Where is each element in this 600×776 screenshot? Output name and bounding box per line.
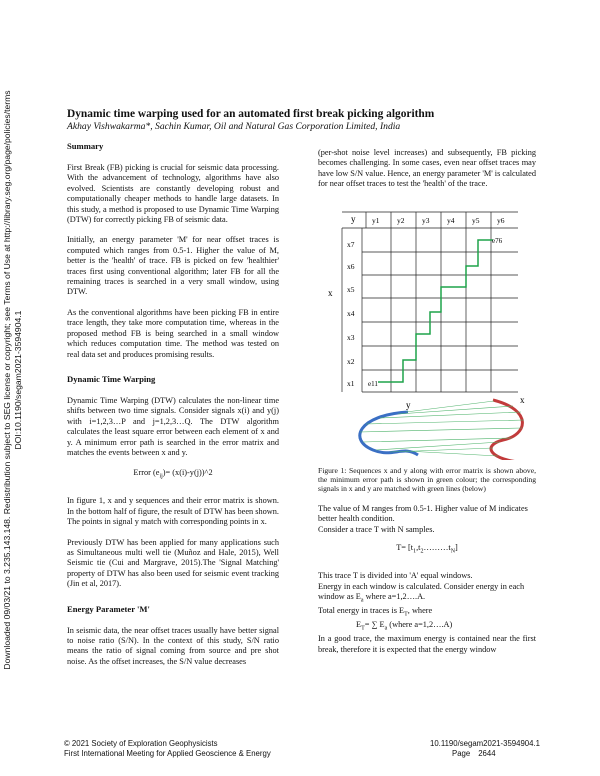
x-row-7: x7 <box>347 239 355 249</box>
paper-title: Dynamic time warping used for an automated first break picking algorithm <box>67 108 435 120</box>
footer-left <box>64 739 271 759</box>
m-range-text: The value of M ranges from 0.5-1. Higher value of M indicates better health condition. <box>318 503 528 524</box>
signal-x-curve <box>491 400 522 460</box>
summary-paragraph-1: First Break (FB) picking is crucial for seismic data processing. With the advancement of technology, algorithms have also evolved. Scientists are constantly developing robust and computationally cheaper methods to handle large datasets. In this study, a method is proposed to use Dynamic Time Warping (DTW) for correctly picking FB of seismic data. <box>67 163 279 225</box>
end-cell-label: e76 <box>492 236 503 245</box>
left-column <box>67 141 279 677</box>
meeting-line: First International Meeting for Applied Geoscience & Energy <box>64 749 271 758</box>
min-error-path <box>378 240 493 382</box>
summary-paragraph-2: Initially, an energy parameter 'M' for near offset traces is computed which ranges from 0.5-1. Higher the value of M, better is the 'health' of trace. FB is picked on few 'healthier' traces first using conventional algorithm; later FB for all the remaining traces is searched in a very small window, using DTW. <box>67 235 279 297</box>
continued-paragraph: (per-shot noise level increases) and subsequently, FB picking becomes challenging. In some cases, even near offset traces may have low S/N value. Hence, an energy parameter 'M' is calculated for near offset traces to test the 'health' of the trace. <box>318 148 537 189</box>
summary-paragraph-3: As the conventional algorithms have been picking FB in entire trace length, they take more computation time, whereas in the proposed method FB is being searched in a small window which reduces computation time. The method was tested on real data set and produces promising results. <box>67 307 279 359</box>
dtw-paragraph-1: Dynamic Time Warping (DTW) calculates the non-linear time shifts between two time signals. Consider signals x(i) and y(j) with i=1,2,3…P and j=1,2,3…Q. The DTW algorithm calculates the least square error between each element of x and y. A minimum error path is searched in the error matrix and matches the events between x and y. <box>67 395 279 457</box>
x-row-5: x5 <box>347 284 355 294</box>
download-note-line: Downloaded 09/03/21 to 3.235.143.148. Redistribution subject to SEG license or copyright; see Terms of Use at http://library.seg.org/page/policies/terms <box>2 90 12 670</box>
summary-heading: Summary <box>67 141 104 151</box>
dtw-figure <box>318 200 536 460</box>
x-row-4: x4 <box>347 308 355 318</box>
right-column <box>318 148 536 655</box>
page-number-line <box>430 749 540 759</box>
copyright-line: © 2021 Society of Exploration Geophysicists <box>64 739 218 748</box>
final-paragraph: In a good trace, the maximum energy is contained near the first break, therefore it is expected that the energy window <box>318 634 536 654</box>
figure-1-caption: Figure 1: Sequences x and y along with error matrix is shown above, the minimum error path is shown in green colour; the corresponding signals in x and y are matched with green lines (below) <box>318 465 536 494</box>
trace-intro-text: Consider a trace T with N samples. <box>318 524 435 534</box>
paper-header <box>67 107 557 133</box>
trace-equation: $T= [t_1,t_2\dots\dots\dots t_N]$ <box>396 543 458 555</box>
y-header-1: y1 <box>372 215 380 225</box>
start-cell-label: e11 <box>368 379 378 388</box>
y-header-5: y5 <box>472 215 480 225</box>
energy-heading: Energy Parameter 'M' <box>67 603 150 614</box>
footer-right <box>430 739 540 759</box>
energy-paragraph-1: In seismic data, the near offset traces usually have better signal to noise ratio (S/N). In the context of this study, S/N ratio means the ratio of signal coming from source and pre shot noise. As the offset increases, the S/N value decreases <box>67 625 279 666</box>
y-header-4: y4 <box>447 215 455 225</box>
y-header-group <box>366 212 505 228</box>
x-row-1: x1 <box>347 378 355 388</box>
signal-y-curve <box>360 412 418 455</box>
axis-x-label: x <box>328 287 333 298</box>
dtw-heading: Dynamic Time Warping <box>67 373 156 384</box>
dtw-paragraph-3: Previously DTW has been applied for many applications such as Simultaneous multi well tie (Muñoz and Hale, 2015), Well Seismic tie (Cui and Margrave, 2015).The 'Signal Matching' property of DTW has also been used for seismic event tracking (Jin et al, 2017). <box>67 537 279 589</box>
windows-text: This trace T is divided into 'A' equal windows. <box>318 571 473 581</box>
paper-authors: Akhay Vishwakarma*, Sachin Kumar, Oil and Natural Gas Corporation Limited, India <box>67 121 401 132</box>
figure-1 <box>318 200 536 460</box>
corner-y-label: y <box>351 213 356 224</box>
y-header-6: y6 <box>497 215 505 225</box>
x-row-headers <box>347 240 355 388</box>
y-header-2: y2 <box>397 215 405 225</box>
footer-doi: 10.1190/segam2021-3594904.1 <box>430 739 540 748</box>
curve-x-label: x <box>520 394 525 405</box>
y-header-3: y3 <box>422 215 430 225</box>
error-matrix-grid <box>362 228 518 392</box>
page-label: Page <box>452 749 471 758</box>
match-lines <box>360 401 524 456</box>
doi-note-line: DOI:10.1190/segam2021-3594904.1 <box>13 310 23 450</box>
x-row-6: x6 <box>347 261 355 271</box>
dtw-paragraph-2: In figure 1, x and y sequences and their error matrix is shown. In the bottom half of figure, the result of DTW has been shown. The points in signal y match with corresponding points in x. <box>67 496 279 527</box>
total-energy-text: Total energy in traces is $E_T$, where <box>318 606 433 618</box>
energy-calc-text: Energy in each window is calculated. Consider energy in each window as $E_a$ where a=1,2….A. <box>318 581 525 604</box>
error-equation: Error $(e_{ij})=$ (x(i)-y(j))^2 <box>133 468 213 480</box>
download-note <box>0 0 26 776</box>
page-number: 2644 <box>478 749 496 758</box>
x-row-2: x2 <box>347 356 355 366</box>
sum-equation: $E_T=$ ∑ $E_a$ (where a=1,2….A) <box>356 620 453 632</box>
x-row-3: x3 <box>347 332 355 342</box>
curve-y-label: y <box>406 399 411 410</box>
